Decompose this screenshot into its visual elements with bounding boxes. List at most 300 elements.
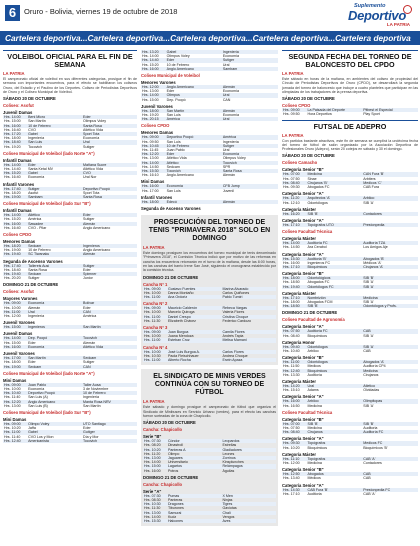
fixture-time: Hrs. 09:00 <box>143 330 167 334</box>
fixture-team-away: Eder <box>83 426 91 431</box>
fixture-team-away: Ural <box>222 62 230 67</box>
fixture-row <box>143 295 276 299</box>
fixture-team-away: Sport Tota <box>82 132 137 136</box>
fixture-time: Hrs. 07:00 <box>282 172 306 176</box>
fixture-team-away: Alemán <box>222 173 235 178</box>
fixture-team-home: Hora Deportiva <box>307 112 332 117</box>
fixture-time: Hrs. 10:00 <box>144 290 161 295</box>
fixture-team-home: Topógrafos <box>306 457 362 461</box>
fixture-team-away: Olimpus Voley <box>83 119 107 124</box>
fixture-table <box>3 244 137 257</box>
fixture-team-away: Ingeniería <box>83 395 100 400</box>
fixture-time: Hrs. 14:00 <box>282 241 306 245</box>
fixture-table <box>282 212 418 216</box>
fixture-team-away: Atlético Vida <box>82 345 137 349</box>
category-heading: Categoría Senior "A" <box>282 191 324 197</box>
venue-heading: Coliseo Municipal de Voleibol (lado Sur "B") <box>3 409 91 415</box>
fixture-time: Hrs. 17:00 <box>3 356 27 360</box>
fixture-time: Hrs. 18:00 <box>283 299 300 304</box>
category-heading: Categoría Máster <box>282 236 316 242</box>
fixture-time: Hrs. 15:30 <box>143 519 167 523</box>
fixture-team-home: Arbiloo <box>307 348 319 353</box>
fixture-team-away: SIB 'A' <box>363 403 374 408</box>
category-heading: Mini Damas <box>141 179 165 185</box>
fixture-team-home: Arquitectos 'A' <box>306 196 362 200</box>
fixture-team-home: Abogados FCM <box>307 299 333 304</box>
fixture-team-home: Cirujanos <box>306 430 362 434</box>
fixture-time: Hrs. 07:50 <box>283 425 300 430</box>
fixture-team-home: Medicina <box>306 172 362 176</box>
fixture-time: Hrs. 19:00 <box>3 195 27 199</box>
fixture-row <box>282 461 418 465</box>
fixture-table <box>282 329 418 337</box>
fixture-time: Hrs. 14:20 <box>282 384 306 388</box>
fixture-team-away: CAB 'A' <box>363 491 376 496</box>
fixture-team-home: Economía <box>27 301 82 305</box>
fixture-team-away: Alemán <box>83 340 96 345</box>
fixture-team-home: Odontólogos <box>307 200 328 205</box>
fixture-row <box>3 325 137 329</box>
fixture-time: Hrs. 10:30 <box>143 502 167 506</box>
fixture-time: Hrs. 16:20 <box>282 212 306 216</box>
fixture-time: Hrs. 14:00 <box>144 460 161 465</box>
venue-heading: Coliseo: Asofut <box>3 103 34 109</box>
fixture-row <box>143 338 276 342</box>
fixture-time: Hrs. 17:10 <box>282 296 306 300</box>
fixture-time: Hrs. 14:00 <box>3 336 27 340</box>
fixture-time: Hrs. 14:50 <box>142 164 159 169</box>
fixture-team-away: Contadores <box>363 461 382 465</box>
fixture-team-home: Médicos <box>307 476 321 481</box>
fixture-team-home: Sedcam <box>27 365 82 369</box>
fixture-time: Hrs. 19:00 <box>3 365 27 369</box>
fixture-team-away: Medicina <box>362 296 418 300</box>
fixture-team-home: 10 de Febrero <box>166 62 190 67</box>
category-heading: Juvenil Damas <box>3 110 33 116</box>
fixture-table <box>3 356 137 369</box>
fixture-time: Hrs. 10:30 <box>144 353 161 358</box>
logo-main: Deportivo <box>348 8 406 23</box>
fixture-team-home: Medicina <box>307 461 322 465</box>
fixture-team-home: SIB 'B' <box>306 212 362 216</box>
fixture-time: Hrs. 12:50 <box>282 472 306 476</box>
fixture-team-home: Potros <box>167 468 179 473</box>
fixture-team-home: Jaguares <box>167 456 222 460</box>
fixture-row <box>282 112 418 116</box>
fixture-team-home: CVO - Pilar <box>28 225 47 230</box>
fixture-team-away: Chalí <box>221 511 276 515</box>
fixture-team-away: Economía <box>222 152 278 156</box>
fixture-team-home: Juan Burgoa <box>167 330 222 334</box>
fixture-team-away: Pitbest el Especial <box>362 108 418 112</box>
fixture-team-away: CFB Jump <box>222 184 278 188</box>
category-heading: Menores Varones <box>141 80 176 86</box>
day-heading: DOMINGO 21 DE OCTUBRE <box>143 474 199 480</box>
fixture-team-home: Daniel Crespo <box>167 315 222 319</box>
logo-sup: Suplemento <box>354 3 386 9</box>
fixture-team-away: 3 de Noviembre <box>83 386 109 391</box>
fixture-team-home: Lagartos <box>167 464 222 468</box>
fixture-team-away: Junior <box>83 276 93 281</box>
fixture-team-home: Ingenieros FC <box>307 260 331 265</box>
fixture-time: Hrs. 10:00 <box>144 310 161 315</box>
fixture-team-home: Bioquímicos <box>306 265 362 269</box>
fixture-time: Hrs. 09:00 <box>141 135 166 139</box>
fixture-time: Hrs. 20:15 <box>141 117 166 121</box>
section-banner: Cartelera deportiva...Cartelera deportiva...Cartelera deportiva...Cartelera deportiva...Cartelera deportiva <box>0 31 420 45</box>
fixture-team-home: Kudz <box>167 514 177 519</box>
fixture-team-home: Elizabeth Chávez <box>167 318 196 323</box>
fixture-team-home: Economía <box>166 184 222 188</box>
fixture-team-home: Abogados <box>306 472 362 476</box>
court-heading: Cancha Nº 2 <box>143 301 168 307</box>
fixture-team-away: CAN <box>222 97 231 102</box>
category-heading: Categoría Senior "B" <box>282 416 324 422</box>
fixture-time: Hrs. 19:40 <box>3 252 27 256</box>
fixture-time: Hrs. 16:10 <box>142 173 159 178</box>
fixture-table <box>3 422 137 443</box>
fixture-team-home: Anglo Americano <box>27 400 82 404</box>
fixture-time: Hrs. 09:30 <box>283 185 300 190</box>
fixture-team-home: Dinastroll <box>167 443 183 448</box>
fixture-team-home: San Martín <box>27 356 82 360</box>
fixture-team-home: Bioquímicos <box>307 445 328 450</box>
fixture-team-home: Medicos <box>307 364 321 369</box>
day-heading: DOMINGO 21 DE OCTUBRE <box>3 282 59 288</box>
fixture-team-away: Medicos FC <box>362 441 418 445</box>
fixture-team-away: Gutiger <box>82 430 137 434</box>
fixture-table <box>282 241 418 249</box>
fixture-table <box>282 360 418 377</box>
fixture-team-home: 10 de Febrero <box>27 124 82 128</box>
fixture-time: Hrs. 11:10 <box>282 457 306 461</box>
fixture-time: Hrs. 15:00 <box>3 325 27 329</box>
fixture-team-home: Marcelo Quiroga <box>167 310 195 315</box>
fixture-time: Hrs. 13:00 <box>143 456 167 460</box>
fixture-row <box>143 519 276 523</box>
fixture-team-home: Eder <box>27 163 82 167</box>
fixture-team-away: Alemán <box>222 109 278 113</box>
supplement-logo <box>346 3 412 27</box>
fixture-team-home: Sutiger <box>28 276 40 281</box>
category-heading: Categoría Máster <box>282 290 316 296</box>
fixture-table <box>3 336 137 349</box>
fixture-time: Hrs. 13:20 <box>141 50 166 54</box>
fixture-time: Hrs. 11:00 <box>143 338 167 342</box>
fixture-time: Hrs. 18:00 <box>4 360 21 365</box>
fixture-time: Hrs. 14:40 <box>4 167 21 172</box>
fixture-team-home: San Luis <box>166 188 181 193</box>
fixture-team-home: Pumas <box>167 494 222 498</box>
fixture-team-away: SIB 'A' <box>363 299 374 304</box>
fixture-team-away: Mañana Sucre <box>82 163 137 167</box>
fixture-team-away: Eder <box>83 305 91 310</box>
category-heading: Categoría Senior "A" <box>282 482 324 488</box>
fixture-row <box>3 195 137 199</box>
fixture-time: Hrs. 09:00 <box>3 383 27 387</box>
fixture-team-away: Alemán <box>82 222 137 226</box>
fixture-row <box>282 334 418 338</box>
fixture-team-home: Anglo Americano <box>166 173 194 178</box>
fixture-team-home: Auditoría <box>307 372 322 377</box>
fixture-team-home: Cirujanos 'B' <box>306 181 362 185</box>
fixture-time: Hrs. 11:00 <box>143 358 167 362</box>
fixture-team-away: Prestonpedia FC <box>362 488 418 492</box>
fixture-time: Hrs. 15:00 <box>142 97 159 102</box>
fixture-team-away: Odontólogos y Profs. <box>362 304 418 308</box>
fixture-time: Hrs. 14:50 <box>283 245 300 250</box>
fixture-time: Hrs. 17:40 <box>3 264 27 268</box>
fixture-team-home: Alemán <box>28 305 41 310</box>
fixture-team-home: Mauricio Calderón <box>167 306 222 310</box>
fixture-team-home: Dep. Poopó <box>27 336 82 340</box>
fixture-team-home: San Luis <box>166 113 181 118</box>
venue-heading: Coliseo Municipal de Voleibol (lado Sur "B") <box>3 201 91 207</box>
fixture-time: Hrs. 14:00 <box>3 213 27 217</box>
fixture-time: Hrs. 16:40 <box>4 225 21 230</box>
fixture-time: Hrs. 07:50 <box>283 176 300 181</box>
fixture-team-home: Auditoria 'B' <box>306 257 362 261</box>
fixture-time: Hrs. 13:00 <box>4 403 21 408</box>
category-heading: Serie "B" <box>143 434 162 440</box>
fixture-team-away: Sutiger <box>83 144 95 149</box>
fixture-table <box>141 200 278 204</box>
fixture-team-home: Eder <box>166 89 175 94</box>
fixture-row <box>3 345 137 349</box>
fixture-time: Hrs. 13:30 <box>283 372 300 377</box>
fixture-team-home: Bioquímicos <box>306 369 362 373</box>
fixture-team-away: Ninjas <box>222 497 233 502</box>
fixture-team-home: Ana Ordoriz <box>167 295 222 299</box>
fixture-time: Hrs. 08:40 <box>282 430 306 434</box>
fixture-team-home: Tallereis Ausi <box>27 264 82 268</box>
fixture-time: Hrs. 15:30 <box>282 257 306 261</box>
fixture-team-home: Atlético <box>166 161 222 165</box>
fixture-team-away: Vengos <box>222 514 235 519</box>
fixture-team-away: Auditoría TZA <box>362 241 418 245</box>
fixture-team-home: Samurai <box>167 511 222 515</box>
fixture-time: Hrs. 14:00 <box>144 514 161 519</box>
fixture-time: Hrs. 14:00 <box>3 115 27 119</box>
fixture-table <box>3 115 137 149</box>
fixture-team-home: SC Tiwanaku <box>27 252 82 256</box>
fixture-team-home: Ingenieros <box>27 325 82 329</box>
fixture-team-away: Taller Ausa <box>82 383 137 387</box>
category-heading: Menores Damas <box>141 130 174 136</box>
fixture-row <box>141 117 278 121</box>
fixture-team-away: SIB 'A' <box>362 345 418 349</box>
fixture-team-home: Ingeniería <box>28 136 45 141</box>
fixture-team-away: Santa Rosa <box>222 169 278 173</box>
fixture-team-away: Día y Mor <box>83 434 99 439</box>
fixture-time: Hrs. 19:20 <box>4 144 21 149</box>
fixture-time: Hrs. 18:20 <box>3 244 27 248</box>
venue-heading: Coliseo CPDO <box>3 232 32 238</box>
fixture-team-away: Santa Rosa <box>82 124 137 128</box>
fixture-team-away: Aves <box>221 519 276 523</box>
fixture-team-home: Olimpo Voley <box>27 422 82 426</box>
fixture-team-away: Cirujanos <box>363 372 379 377</box>
fixture-time: Hrs. 07:30 <box>143 494 167 498</box>
fixture-time: Hrs. 11:00 <box>282 360 306 364</box>
category-heading: Categoría Senior "B" <box>282 467 324 473</box>
fixture-team-away: Sutiger <box>83 360 95 365</box>
fixture-row <box>143 358 276 362</box>
fixture-team-home: José Luis Burgoa A. <box>167 350 222 354</box>
fixture-team-away: CAB <box>363 476 371 481</box>
fixture-time: Hrs. 19:20 <box>142 113 159 118</box>
fixture-team-away: Carlos Flores <box>221 350 276 354</box>
fixture-table <box>3 187 137 200</box>
fixture-team-away: Prestonpedia <box>362 223 418 227</box>
fixture-table <box>282 108 418 116</box>
fixture-time: Hrs. 18:40 <box>4 267 21 272</box>
fixture-row <box>282 430 418 434</box>
fixture-team-away: CAB <box>363 348 371 353</box>
fixture-team-home: Americanista <box>27 439 82 443</box>
column-right <box>282 50 418 546</box>
fixture-team-away: Tocovich <box>82 439 137 443</box>
fixture-time: Hrs. 15:00 <box>4 340 21 345</box>
fixture-team-away: Águilas <box>222 468 235 473</box>
fixture-time: Hrs. 09:50 <box>142 139 159 144</box>
fixture-team-home: Olimpus Voley <box>166 54 190 59</box>
category-heading: Juvenil Varones <box>3 351 35 357</box>
category-heading: Categoría Máster <box>282 451 316 457</box>
fixture-team-away: CAN <box>82 365 137 369</box>
fixture-team-home: Economía <box>28 386 45 391</box>
fixture-time: Hrs. 14:00 <box>3 163 27 167</box>
fixture-time: Hrs. 16:00 <box>282 399 306 403</box>
fixture-team-away: Andrés Tapia <box>222 334 244 339</box>
fixture-team-home: Abogados FC <box>307 280 330 285</box>
fixture-team-home: Sedcam <box>166 164 180 169</box>
fixture-time: Hrs. 09:50 <box>283 112 300 117</box>
fixture-time: Hrs. 16:40 <box>4 127 21 132</box>
article-byline: LA PATRIA <box>143 399 165 405</box>
fixture-table <box>282 296 418 309</box>
fixture-table <box>141 184 278 192</box>
fixture-time: Hrs. 19:40 <box>3 272 27 276</box>
fixture-row <box>282 285 418 289</box>
fixture-team-home: Universitario <box>167 460 188 465</box>
fixture-time: Hrs. 14:00 <box>142 54 159 59</box>
fixture-row <box>282 446 418 450</box>
fixture-table <box>282 196 418 204</box>
fixture-team-home: 10 de Febrero <box>166 144 222 148</box>
fixture-team-home: San Luis (B) <box>28 403 48 408</box>
fixture-time: Hrs. 15:20 <box>4 217 21 222</box>
fixture-team-away: América <box>83 314 97 319</box>
fixture-team-home: Odontólogos <box>306 345 362 349</box>
fixture-team-away: Eder <box>82 213 137 217</box>
fixture-team-home: Abogados FC <box>307 185 330 190</box>
fixture-time: Hrs. 11:20 <box>144 451 161 456</box>
fixture-team-away: CVO <box>82 171 137 175</box>
fixture-table <box>3 163 137 180</box>
fixture-table <box>282 422 418 435</box>
fixture-team-home: América <box>28 217 42 222</box>
fixture-time: Hrs. 10:20 <box>143 448 167 452</box>
day-heading: SÁBADO 20 DE OCTUBRE <box>143 420 196 426</box>
fixture-team-away: Tocovich <box>82 336 137 340</box>
fixture-team-home: Eder <box>166 152 222 156</box>
fixture-team-away: Economía <box>222 113 239 118</box>
fixture-team-away: SIB 'A' <box>362 285 418 289</box>
day-heading: SÁBADO 20 DE OCTUBRE <box>282 96 335 102</box>
fixture-time: Hrs. 14:40 <box>141 58 166 62</box>
day-heading: DOMINGO 21 DE OCTUBRE <box>143 274 199 280</box>
category-heading: Categoría Máster <box>282 378 316 384</box>
column-middle <box>141 50 278 546</box>
fixture-team-home: Tocovich <box>28 144 43 149</box>
category-heading: Categoría Senior "A" <box>282 324 324 330</box>
fixture-row <box>141 200 278 204</box>
category-heading: Mini Damas <box>3 416 27 422</box>
fixture-team-home: Deportivo Poopó <box>166 135 222 139</box>
fixture-team-away: Zorrinos <box>221 456 276 460</box>
fixture-team-away: CAB Fura <box>363 185 379 190</box>
fixture-time: Hrs. 20:20 <box>4 276 21 281</box>
fixture-team-home: Topógrafos UTO <box>306 223 362 227</box>
fixture-team-away: Santa Rosa <box>82 195 137 199</box>
fixture-time: Hrs. 18:50 <box>283 280 300 285</box>
fixture-time: Hrs. 13:00 <box>142 89 159 94</box>
fixture-team-away: Cirujanos 'A' <box>362 265 418 269</box>
fixture-time: Hrs. 13:00 <box>142 156 159 161</box>
fixture-team-away: Los Amigos Aje <box>363 245 388 250</box>
fixture-time: Hrs. 09:30 <box>282 441 306 445</box>
fixture-team-away: SIB 'A' <box>363 280 374 285</box>
fixture-time: Hrs. 08:30 <box>144 497 161 502</box>
fixture-team-away: Ural Nor <box>83 175 97 180</box>
fixture-time: Hrs. 08:40 <box>282 181 306 185</box>
column-volleyball <box>3 50 137 546</box>
fixture-time: Hrs. 16:00 <box>283 260 300 265</box>
category-heading: Juvenil Varones <box>3 320 35 326</box>
fixture-team-away: Gladiadores <box>221 448 276 452</box>
fixture-team-away: Ingeniería <box>222 139 239 144</box>
article-title: PROSECUCIÓN DEL TORNEO DE TENIS "PRIMAVERA 2018" SOLO EN DOMINGO <box>148 219 271 243</box>
fixture-table <box>282 257 418 270</box>
fixture-team-away: Leones <box>222 451 235 456</box>
fixture-team-home: Eder <box>166 58 222 62</box>
fixture-team-home: Paola Fleischhauer <box>167 353 199 358</box>
fixture-team-home: Eder <box>28 340 36 345</box>
fixture-team-away: Ingenieros <box>82 244 137 248</box>
category-heading: Categoría Senior "B" <box>282 167 324 173</box>
court-heading: Cancha Nº 4 <box>143 344 168 350</box>
fixture-team-home: San Luis <box>166 139 181 144</box>
fixture-time: Hrs. 09:00 <box>3 301 27 305</box>
fixture-team-home: Odontólogos <box>306 360 362 364</box>
fixture-team-away: Melisa Mamani <box>221 338 276 342</box>
category-heading: Categoría Senior "B" <box>282 355 324 361</box>
fixture-team-away: X Men <box>221 494 276 498</box>
fixture-team-home: Danna Montaño <box>167 290 194 295</box>
venue-heading: Coliseo Facultad de Agronomía <box>282 317 345 323</box>
fixture-time: Hrs. 19:00 <box>4 248 21 253</box>
fixture-time: Hrs. 10:20 <box>283 445 300 450</box>
court-heading: Cancha Nº 1 <box>143 281 168 287</box>
fixture-team-home: Panteras <box>167 497 183 502</box>
fixture-team-away: Médicos 'A' <box>363 260 382 265</box>
article-title: EL SINDICATO DE MINIS VERDES CONTINÚA CON SU TORNEO DE FÚTBOL <box>153 373 266 397</box>
fixture-time: Hrs. 16:00 <box>3 345 27 349</box>
fixture-team-home: CVO Los y Mon <box>28 434 54 439</box>
fixture-time: Hrs. 11:00 <box>3 310 27 314</box>
fixture-table <box>282 488 418 496</box>
